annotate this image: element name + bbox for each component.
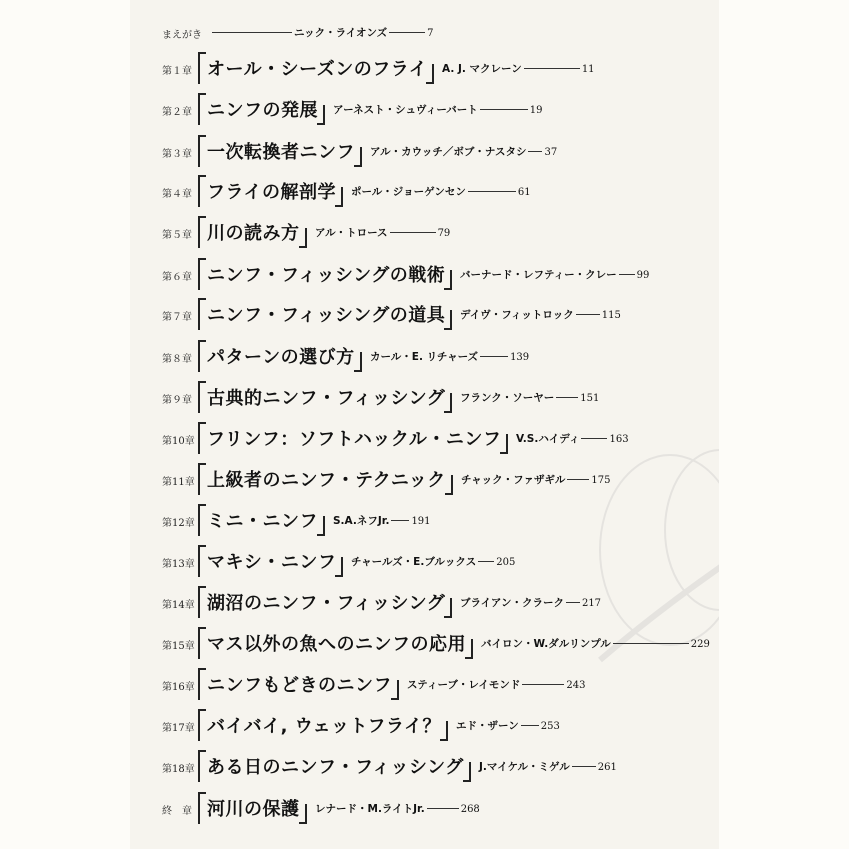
intro-author: ニック・ライオンズ [294,27,388,39]
chapter-page-number: 115 [601,310,621,321]
toc-intro-row[interactable] [130,4,719,41]
chapter-author: ブライアン・クラーク [460,597,564,609]
chapter-meta [460,595,601,610]
chapter-title-frame [198,463,453,495]
leader-line [521,725,539,726]
chapter-meta [456,718,560,733]
chapter-number-label: 第４章 [162,189,192,200]
chapter-title: ニンフ・フィッシングの戦術 [207,265,446,286]
toc-chapter-row[interactable] [130,135,719,169]
chapter-author: レナード・M.ライトJr. [315,803,425,815]
toc-chapter-row[interactable] [130,340,719,374]
chapter-number-label: 第14章 [162,600,195,611]
chapter-author: V.S.ハイディ [516,433,580,445]
leader-line [212,32,292,33]
toc-chapter-row[interactable] [130,709,719,743]
leader-line [480,109,528,110]
chapter-title-frame [198,340,362,372]
chapter-number-label: 第13章 [162,559,195,570]
toc-chapter-row[interactable] [130,381,719,415]
toc-chapter-row[interactable] [130,750,719,784]
chapter-title-frame [198,422,508,454]
chapter-title: ニンフもどきのニンフ [207,675,392,696]
chapter-meta [516,431,629,446]
chapter-title: 河川の保護 [207,799,300,820]
chapter-title-frame [198,216,307,248]
book-page [130,0,719,849]
chapter-meta [370,349,529,364]
chapter-meta [351,184,531,199]
chapter-title-frame [198,258,452,290]
chapter-author: アーネスト・シュヴィーバート [333,104,478,116]
chapter-number-label: 第１章 [162,66,192,77]
intro-label: まえがき [162,30,202,41]
chapter-title-frame [198,175,343,207]
chapter-title: ミニ・ニンフ [207,511,318,532]
chapter-page-number: 151 [580,393,600,404]
chapter-number-label: 第８章 [162,354,192,365]
chapter-page-number: 205 [496,557,516,568]
chapter-title: オール・シーズンのフライ [207,59,428,80]
chapter-title: 古典的ニンフ・フィッシング [207,388,446,409]
chapter-title-frame [198,586,452,618]
leader-line [478,561,494,562]
chapter-number-label: 第10章 [162,436,195,447]
chapter-number-label: 第15章 [162,641,195,652]
leader-line [390,232,436,233]
chapter-author: チャールズ・E.ブルックス [351,556,477,568]
chapter-title: ある日のニンフ・フィッシング [207,757,464,778]
chapter-title: ニンフの発展 [207,100,318,121]
chapter-title: 川の読み方 [207,223,300,244]
chapter-page-number: 243 [566,680,586,691]
toc-chapter-row[interactable] [130,463,719,497]
chapter-title-frame [198,93,325,125]
chapter-page-number: 229 [690,639,710,650]
chapter-author: アル・カウッチ／ボブ・ナスタシ [370,146,527,158]
chapter-page-number: 11 [581,64,595,75]
leader-line [619,274,635,275]
chapter-number-label: 第17章 [162,723,195,734]
chapter-meta [333,513,431,528]
chapter-page-number: 191 [411,516,431,527]
toc-chapter-row[interactable] [130,545,719,579]
chapter-title-frame [198,750,471,782]
leader-line [567,479,589,480]
chapter-number-label: 第７章 [162,312,192,323]
chapter-title: 湖沼のニンフ・フィッシング [207,593,446,614]
leader-line [528,151,542,152]
chapter-author: エド・ザーン [456,720,519,732]
chapter-title: ニンフ・フィッシングの道具 [207,305,446,326]
chapter-title-frame [198,135,362,167]
toc-chapter-row[interactable] [130,627,719,661]
chapter-meta [333,102,543,117]
chapter-title-frame [198,298,452,330]
toc-chapter-row[interactable] [130,258,719,292]
chapter-meta [460,307,621,322]
leader-line [427,808,459,809]
leader-line [572,766,596,767]
toc-chapter-row[interactable] [130,422,719,456]
chapter-title-frame [198,52,434,84]
chapter-page-number: 79 [437,228,451,239]
chapter-number-label: 第２章 [162,107,192,118]
leader-line [581,438,607,439]
chapter-title: マス以外の魚へのニンフの応用 [207,634,466,655]
chapter-page-number: 175 [591,475,611,486]
chapter-meta [351,554,515,569]
chapter-number-label: 第16章 [162,682,195,693]
chapter-title: 上級者のニンフ・テクニック [207,470,446,491]
toc-chapter-row[interactable] [130,175,719,209]
chapter-number-label: 第６章 [162,272,192,283]
chapter-page-number: 99 [636,270,650,281]
chapter-title-frame [198,627,473,659]
chapter-author: フランク・ソーヤー [460,392,555,404]
leader-line [524,68,580,69]
chapter-page-number: 268 [460,804,480,815]
leader-line [468,191,516,192]
leader-line [522,684,564,685]
chapter-author: スティーブ・レイモンド [407,679,521,691]
toc-chapter-row[interactable] [130,504,719,538]
chapter-number-label: 第９章 [162,395,192,406]
chapter-author: デイヴ・フィットロック [460,309,574,321]
chapter-title: マキシ・ニンフ [207,552,337,573]
chapter-title-frame [198,792,307,824]
chapter-author: チャック・ファザギル [461,474,566,486]
chapter-title: バイバイ, ウェットフライ？ [207,716,441,737]
intro-page-number: 7 [427,28,434,39]
toc-chapter-row[interactable] [130,216,719,250]
chapter-author: カール・E. リチャーズ [370,351,479,363]
toc-chapter-row[interactable] [130,586,719,620]
toc-chapter-row[interactable] [130,668,719,702]
chapter-meta [479,759,617,774]
chapter-author: バーナード・レフティー・クレー [460,269,617,281]
toc-chapter-row[interactable] [130,93,719,127]
chapter-page-number: 139 [510,352,530,363]
chapter-number-label: 終 章 [162,806,192,817]
chapter-meta [481,636,710,651]
chapter-title: フリンフ：ソフトハックル・ニンフ [207,429,502,450]
leader-line [389,32,425,33]
chapter-page-number: 217 [581,598,602,609]
chapter-author: アル・トロース [315,227,388,239]
chapter-page-number: 253 [540,721,560,732]
leader-line [566,602,580,603]
intro-meta [210,25,434,40]
chapter-author: A. J. マクレーン [442,63,522,75]
toc-chapter-row[interactable] [130,792,719,826]
leader-line [480,356,508,357]
chapter-number-label: 第11章 [162,477,195,488]
chapter-page-number: 19 [529,105,543,116]
chapter-title-frame [198,504,325,536]
chapter-page-number: 61 [517,187,531,198]
chapter-meta [461,472,610,487]
leader-line [613,643,689,644]
chapter-title-frame [198,545,343,577]
chapter-meta [315,801,480,816]
chapter-author: S.A.ネフJr. [333,515,390,527]
chapter-number-label: 第12章 [162,518,195,529]
leader-line [556,397,578,398]
chapter-page-number: 37 [544,147,558,158]
chapter-meta [315,225,450,240]
leader-line [391,520,409,521]
chapter-meta [460,390,599,405]
chapter-title: フライの解剖学 [207,182,336,203]
leader-line [576,314,600,315]
toc-chapter-row[interactable] [130,52,719,86]
chapter-number-label: 第18章 [162,764,195,775]
chapter-title: 一次転換者ニンフ [207,142,355,163]
chapter-title: パターンの選び方 [207,347,355,368]
chapter-number-label: 第５章 [162,230,192,241]
chapter-meta [370,144,557,159]
chapter-page-number: 261 [597,762,617,773]
chapter-meta [460,267,649,282]
chapter-author: バイロン・W.ダルリンプル [481,638,611,650]
chapter-meta [407,677,586,692]
chapter-title-frame [198,709,448,741]
chapter-meta [442,61,595,76]
chapter-title-frame [198,668,399,700]
chapter-title-frame [198,381,452,413]
toc-chapter-row[interactable] [130,298,719,332]
chapter-author: J.マイケル・ミゲル [479,761,570,773]
chapter-page-number: 163 [609,434,629,445]
chapter-author: ポール・ジョーゲンセン [351,186,466,198]
chapter-number-label: 第３章 [162,149,192,160]
